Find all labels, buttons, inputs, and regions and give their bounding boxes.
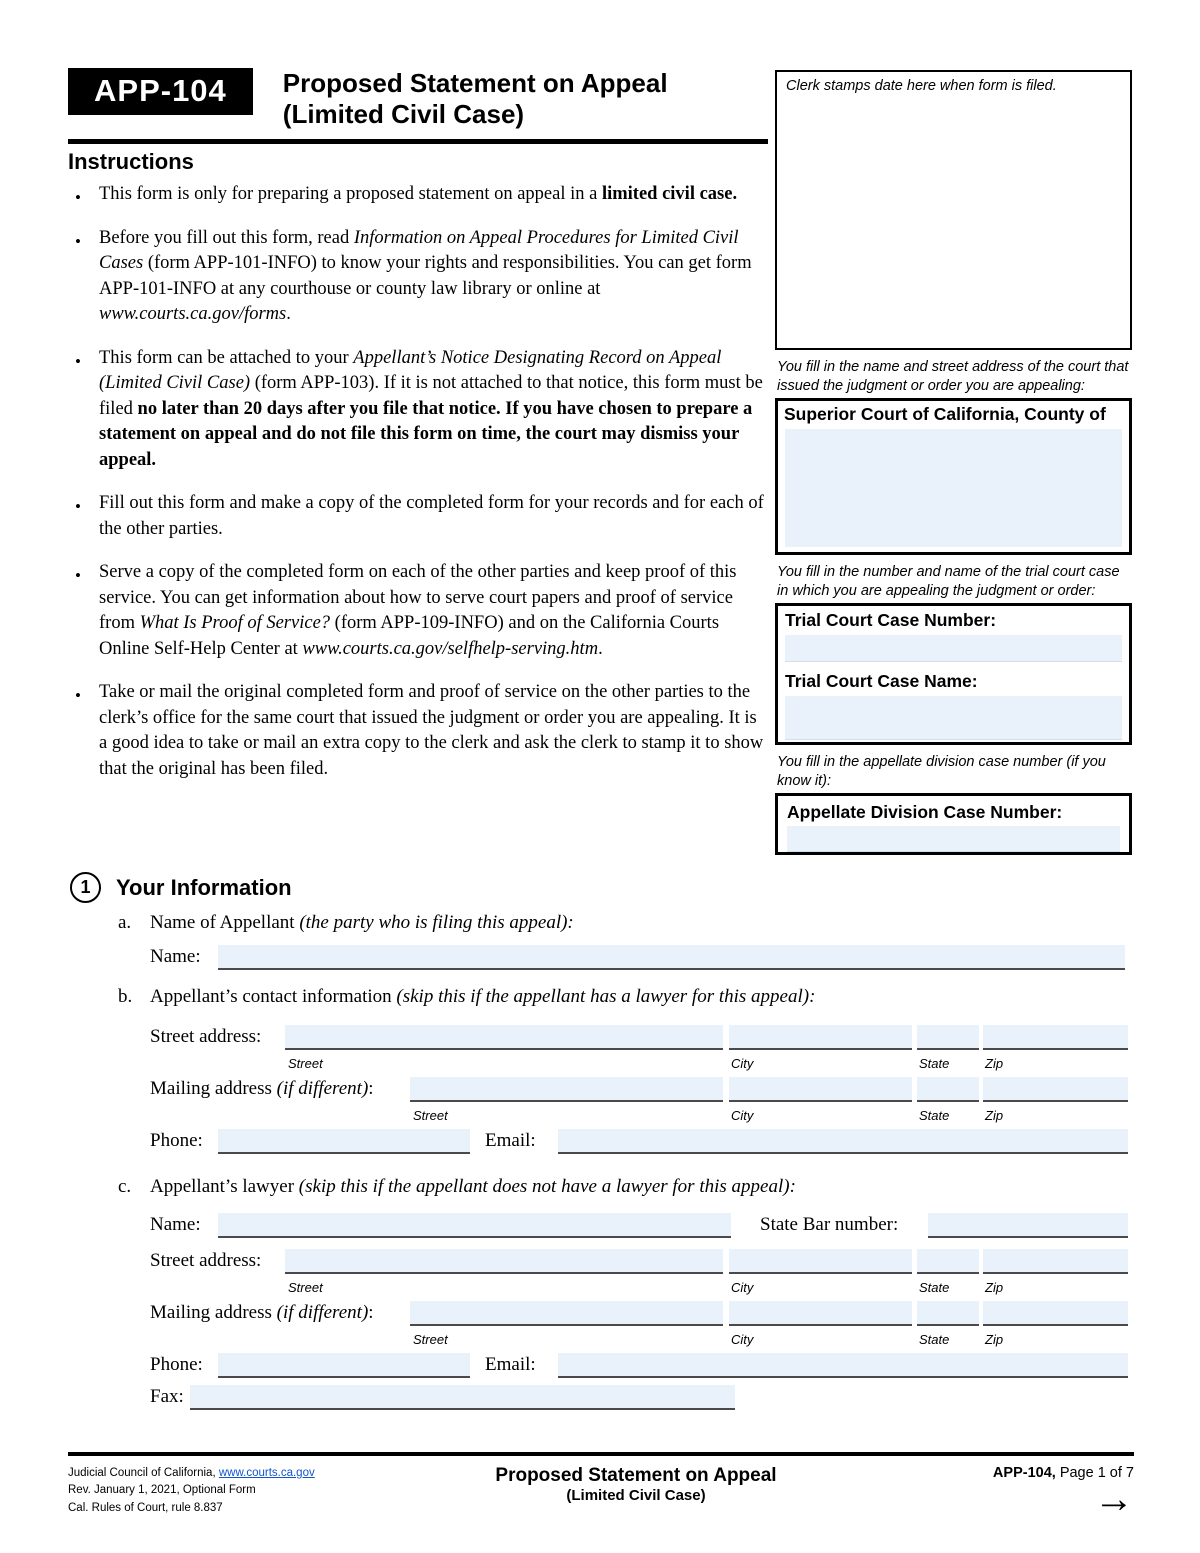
b-mailing-state-field[interactable] [917,1077,979,1102]
c-mailing-city-sublabel: City [731,1332,754,1347]
footer-page-label: Page 1 of 7 [1055,1465,1134,1481]
c-mailing-city-field[interactable] [729,1301,912,1326]
c-mailing-state-field[interactable] [917,1301,979,1326]
c-phone-email-row [68,1354,1134,1384]
c-name-label: Name: [150,1214,201,1235]
trial-court-box [775,603,1132,745]
instruction-bullet-3: • This form can be attached to your Appellant’s Notice Designating Record on Appeal (Limited Civil Case) (form APP-103). If it is not attached to that notice, this form must be filed no later than 20 days after you file that notice. If you have chosen to prepare a statement on appeal and do not file this form on time, the court may dismiss your appeal. [68,346,768,474]
appellant-name-field[interactable] [218,945,1125,970]
c-fax-row [68,1386,1134,1416]
footer-title-block [378,1465,894,1517]
c-email-label: Email: [485,1354,536,1375]
clerk-stamp-note: Clerk stamps date here when form is filed. [786,78,1057,94]
c-fax-label: Fax: [150,1386,184,1407]
item-b-label: Appellant’s contact information (skip this if the appellant has a lawyer for this appeal): [150,986,816,1007]
footer-form-code: APP-104, [992,1465,1056,1481]
footer-revision-line: Rev. January 1, 2021, Optional Form [68,1484,256,1497]
form-title-line1: Proposed Statement on Appeal [282,68,668,98]
appellate-case-number-field[interactable] [787,826,1120,852]
c-street-state-field[interactable] [917,1249,979,1274]
b-zip-sublabel: Zip [985,1056,1004,1071]
c-street-address-label: Street address: [150,1250,262,1271]
item-a-letter: a. [118,912,132,933]
appellate-caption: You fill in the appellate division case number (if you know it): [777,754,1106,789]
c-mailing-address-label: Mailing address (if different): [150,1302,374,1323]
appellate-case-number-label: Appellate Division Case Number: [787,802,1063,823]
c-phone-label: Phone: [150,1354,203,1375]
footer-publisher-line [68,1465,378,1482]
c-street-field[interactable] [285,1249,723,1274]
instruction-bullet-2: • Before you fill out this form, read Information on Appeal Procedures for Limited Civil Cases (form APP-101-INFO) to know your rights and responsibilities. You can get form APP-101-INFO at any courthouse or county law library or online at www.courts.ca.gov/forms. [68,226,768,328]
b-mailing-street-sublabel: Street [413,1108,448,1123]
form-code-badge: APP-104 [68,68,253,115]
form-title [283,68,668,129]
c-mailing-zip-sublabel: Zip [985,1332,1004,1347]
c-phone-field[interactable] [218,1353,470,1378]
footer-left-block [68,1465,378,1517]
section1-number-circle: 1 [70,872,101,903]
court-box-heading: Superior Court of California, County of [784,404,1106,425]
item-a-label: Name of Appellant (the party who is filing this appeal): [150,912,574,933]
clerk-stamp-box [775,70,1132,350]
b-phone-email-row [68,1130,1134,1160]
trial-case-number-field[interactable] [785,635,1122,662]
b-mailing-zip-sublabel: Zip [985,1108,1004,1123]
b-mailing-city-sublabel: City [731,1108,754,1123]
case-caption: You fill in the number and name of the trial court case in which you are appealing the judgment or order: [777,564,1120,599]
c-mailing-zip-field[interactable] [983,1301,1128,1326]
c-name-row [68,1214,1134,1244]
b-mailing-address-label: Mailing address (if different): [150,1078,374,1099]
right-column [775,70,1132,855]
footer-rule [68,1452,1134,1456]
appellant-name-label: Name: [150,946,201,967]
c-street-zip-field[interactable] [983,1249,1128,1274]
footer-rule-line: Cal. Rules of Court, rule 8.837 [68,1501,223,1514]
trial-case-name-label: Trial Court Case Name: [785,671,978,692]
b-street-state-field[interactable] [917,1025,979,1050]
c-mailing-state-sublabel: State [919,1332,950,1347]
item-b-letter: b. [118,986,133,1007]
c-street-address-row [68,1250,1134,1280]
section1-header [68,872,1134,903]
instruction-bullet-1: • This form is only for preparing a proposed statement on appeal in a limited civil case. [68,182,768,208]
b-street-zip-field[interactable] [983,1025,1128,1050]
page-footer [68,1452,1134,1521]
b-street-address-row [68,1026,1134,1056]
instruction-bullet-4: • Fill out this form and make a copy of the completed form for your records and for each of the other parties. [68,491,768,542]
c-mailing-address-row [68,1302,1134,1332]
court-county-field[interactable] [785,429,1122,547]
form-header [68,68,768,129]
c-email-field[interactable] [558,1353,1128,1378]
b-phone-label: Phone: [150,1130,203,1151]
b-street-sublabels [68,1056,1134,1076]
section1-heading: Your Information [116,874,292,900]
instructions-heading: Instructions [68,149,194,175]
c-state-sublabel: State [919,1280,950,1295]
b-phone-field[interactable] [218,1129,470,1154]
b-state-sublabel: State [919,1056,950,1071]
c-street-city-field[interactable] [729,1249,912,1274]
footer-title-line1: Proposed Statement on Appeal [495,1465,777,1486]
b-email-field[interactable] [558,1129,1128,1154]
header-rule [68,139,768,144]
next-page-arrow-icon: → [1094,1477,1134,1521]
b-mailing-field[interactable] [410,1077,723,1102]
c-fax-field[interactable] [190,1385,735,1410]
left-column [68,68,768,800]
b-street-sublabel: Street [288,1056,323,1071]
c-mailing-street-sublabel: Street [413,1332,448,1347]
footer-title-line2: (Limited Civil Case) [566,1487,706,1504]
c-state-bar-field[interactable] [928,1213,1128,1238]
c-street-sublabel: Street [288,1280,323,1295]
b-email-label: Email: [485,1130,536,1151]
c-zip-sublabel: Zip [985,1280,1004,1295]
b-street-address-label: Street address: [150,1026,262,1047]
court-caption: You fill in the name and street address of the court that issued the judgment or order you are appealing: [777,359,1129,394]
item-c-label: Appellant’s lawyer (skip this if the appellant does not have a lawyer for this appeal): [150,1176,796,1197]
section-your-information [68,872,1134,1442]
instructions-list [68,182,768,782]
item-c-letter: c. [118,1176,132,1197]
c-mailing-field[interactable] [410,1301,723,1326]
b-city-sublabel: City [731,1056,754,1071]
footer-page-block [894,1465,1134,1521]
b-street-city-field[interactable] [729,1025,912,1050]
appellate-box [775,793,1132,855]
trial-case-number-label: Trial Court Case Number: [785,610,997,631]
b-mailing-address-row [68,1078,1134,1108]
c-street-sublabels [68,1280,1134,1300]
b-mailing-city-field[interactable] [729,1077,912,1102]
instruction-bullet-5: • Serve a copy of the completed form on each of the other parties and keep proof of this service. You can get information about how to serve court papers and proof of service from What Is Proof of Service? (form APP-109-INFO) and on the California Courts Online Self-Help Center at www.courts.ca.gov/selfhelp-serving.htm. [68,560,768,662]
c-mailing-sublabels [68,1332,1134,1352]
footer-courts-link[interactable]: www.courts.ca.gov [218,1467,315,1479]
b-mailing-state-sublabel: State [919,1108,950,1123]
trial-case-name-field[interactable] [785,696,1122,740]
c-state-bar-label: State Bar number: [760,1214,899,1235]
b-mailing-zip-field[interactable] [983,1077,1128,1102]
c-city-sublabel: City [731,1280,754,1295]
form-title-line2: (Limited Civil Case) [282,98,525,129]
b-mailing-sublabels [68,1108,1134,1128]
c-name-field[interactable] [218,1213,731,1238]
court-box [775,398,1132,555]
footer-publisher-text: Judicial Council of California, [68,1467,219,1479]
appellant-name-row [68,946,1134,976]
b-street-field[interactable] [285,1025,723,1050]
instruction-bullet-6: • Take or mail the original completed form and proof of service on the other parties to the clerk’s office for the same court that issued the judgment or order you are appealing. It is a good idea to take or mail an extra copy to the clerk and ask the clerk to stamp it to show that the original has been filed. [68,680,768,782]
